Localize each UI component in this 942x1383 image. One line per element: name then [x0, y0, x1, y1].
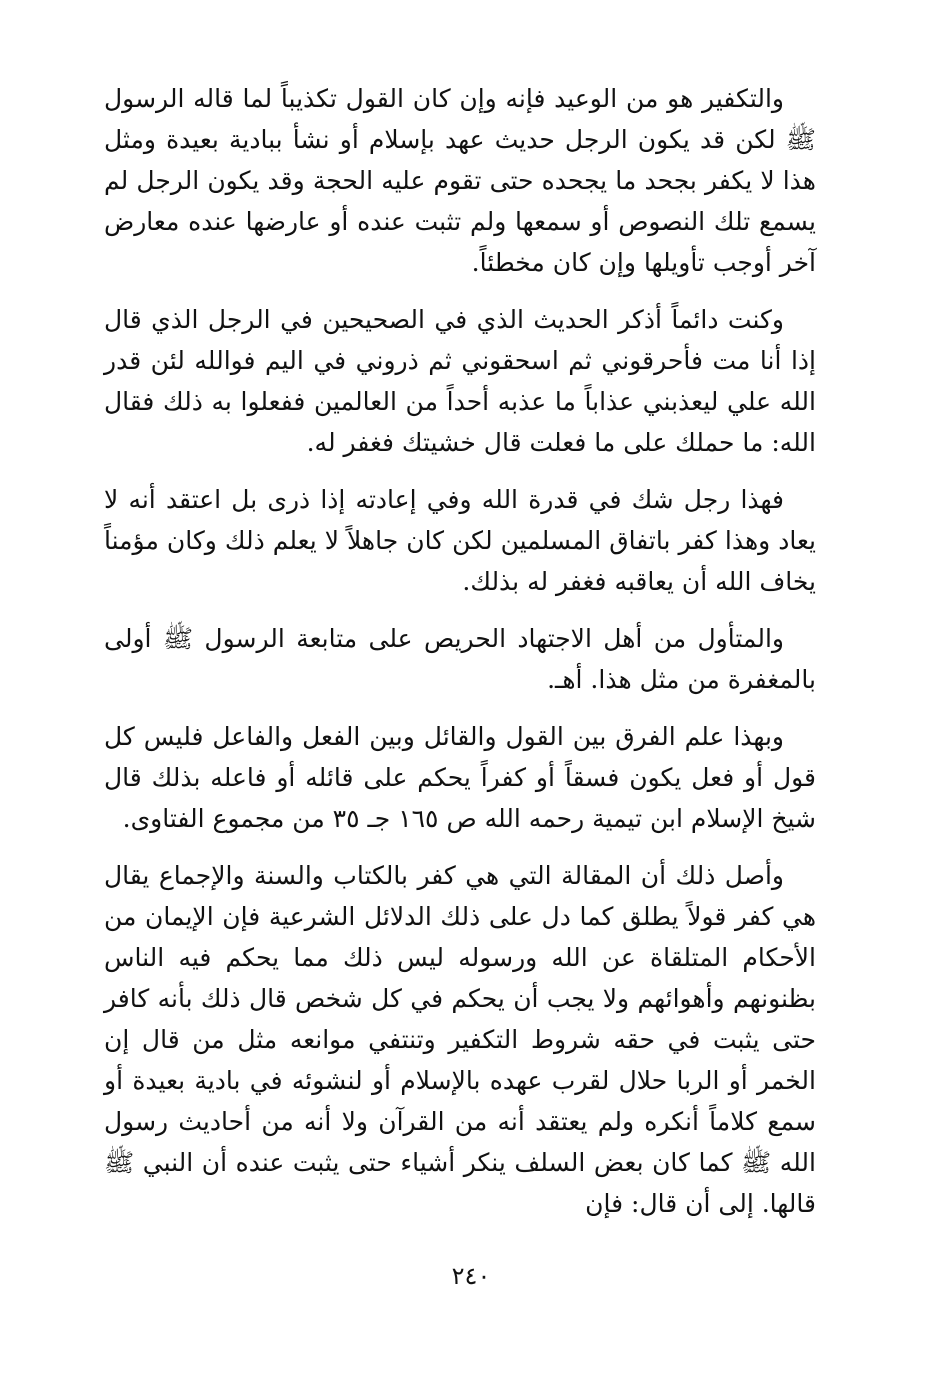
paragraph-2-text: وكنت دائماً أذكر الحديث الذي في الصحيحين في الرجل الذي قال إذا أنا مت فأحرقوني ثم اسحقوني ثم ذروني في اليم فوالله لئن قدر الله علي ليعذبني عذاباً ما عذبه أحداً من العالمين ففعلوا به ذلك فقال الله: ما حملك على ما فعلت قال خشيتك فغفر له. [104, 305, 816, 457]
paragraph-5 [104, 716, 816, 839]
paragraph-3-text: فهذا رجل شك في قدرة الله وفي إعادته إذا ذرى بل اعتقد أنه لا يعاد وهذا كفر باتفاق المسلمين لكن كان جاهلاً لا يعلم ذلك وكان مؤمناً يخاف الله أن يعاقبه فغفر له بذلك. [104, 485, 816, 596]
paragraph-6 [104, 855, 816, 1224]
paragraph-5-text: وبهذا علم الفرق بين القول والقائل وبين الفعل والفاعل فليس كل قول أو فعل يكون فسقاً أو كفراً يحكم على قائله أو فاعله بذلك قال شيخ الإسلام ابن تيمية رحمه الله ص ١٦٥ جـ ٣٥ من مجموع الفتاوى. [104, 722, 816, 833]
page-number: ٢٤٠ [451, 1262, 491, 1290]
paragraph-4-text: والمتأول من أهل الاجتهاد الحريص على متابعة الرسول ﷺ أولى بالمغفرة من مثل هذا. أهـ. [104, 624, 816, 694]
paragraph-6-text: وأصل ذلك أن المقالة التي هي كفر بالكتاب والسنة والإجماع يقال هي كفر قولاً يطلق كما دل على ذلك الدلائل الشرعية فإن الإيمان من الأحكام المتلقاة عن الله ورسوله ليس ذلك مما يحكم فيه الناس بظنونهم وأهوائهم ولا يجب أن يحكم في كل شخص قال ذلك بأنه كافر حتى يثبت في حقه شروط التكفير وتنتفي موانعه مثل من قال إن الخمر أو الربا حلال لقرب عهده بالإسلام أو لنشوئه في بادية بعيدة أو سمع كلاماً أنكره ولم يعتقد أنه من القرآن ولا أنه من أحاديث رسول الله ﷺ كما كان بعض السلف ينكر أشياء حتى يثبت عنده أن النبي ﷺ قالها. إلى أن قال: فإن [104, 861, 816, 1218]
paragraph-1-text: والتكفير هو من الوعيد فإنه وإن كان القول تكذيباً لما قاله الرسول ﷺ لكن قد يكون الرجل حديث عهد بإسلام أو نشأ ببادية بعيدة ومثل هذا لا يكفر بجحد ما يجحده حتى تقوم عليه الحجة وقد يكون الرجل لم يسمع تلك النصوص أو سمعها ولم تثبت عنده أو عارضها عنده معارض آخر أوجب تأويلها وإن كان مخطئاً. [104, 84, 816, 277]
paragraph-3 [104, 479, 816, 602]
paragraph-1 [104, 78, 816, 283]
paragraph-4 [104, 618, 816, 700]
paragraph-2 [104, 299, 816, 463]
page-body [104, 78, 816, 1240]
